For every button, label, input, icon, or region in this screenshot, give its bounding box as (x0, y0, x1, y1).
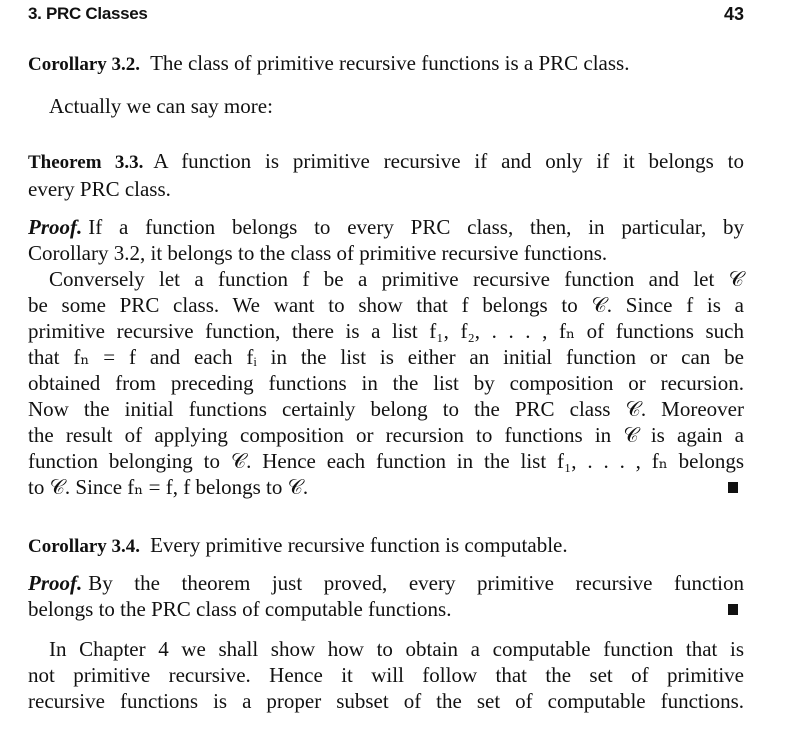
remark-text: Actually we can say more: (49, 94, 273, 118)
corollary-3-4-label: Corollary 3.4. (28, 536, 141, 557)
page-number: 43 (723, 4, 744, 24)
proof-3-3-p2-line-8: function belonging to 𝒞. Hence each function in the list f₁, . . . , fₙ belongs (28, 449, 744, 473)
proof-3-3-p2-line-4: that fₙ = f and each fᵢ in the list is either an initial function or can be (28, 345, 744, 369)
closing-line-2: not primitive recursive. Hence it will follow that the set of primitive (28, 663, 744, 687)
proof-3-3 (28, 214, 744, 500)
closing-line-1: In Chapter 4 we shall show how to obtain a computable function that is (49, 637, 744, 661)
proof-3-3-p2-line-5: obtained from preceding functions in the list by composition or recursion. (28, 371, 744, 395)
closing-paragraph (28, 636, 744, 714)
end-of-proof-icon-2 (728, 604, 738, 615)
corollary-3-2-label: Corollary 3.2. (28, 54, 141, 75)
proof-3-4-text-1: By the theorem just proved, every primitive recursive function (88, 571, 744, 595)
proof-3-3-p1-text-1: If a function belongs to every PRC class, then, in particular, by (88, 215, 744, 239)
proof-3-4-text-2: belongs to the PRC class of computable functions. (28, 597, 452, 621)
proof-3-3-p2-line-7: the result of applying composition or recursion to functions in 𝒞 is again a (28, 423, 744, 447)
proof-3-3-line-2: Corollary 3.2, it belongs to the class of primitive recursive functions. (28, 241, 608, 265)
theorem-3-3-line-2: every PRC class. (28, 177, 171, 201)
proof-3-4-last-row (28, 596, 744, 622)
proof-3-3-p2-line-3: primitive recursive function, there is a list f₁, f₂, . . . , fₙ of functions such (28, 319, 744, 343)
closing-line-3: recursive functions is a proper subset of the set of computable functions. (28, 689, 744, 713)
page-header (28, 2, 744, 28)
proof-3-3-last-row (28, 474, 744, 500)
theorem-3-3-line-1 (28, 148, 744, 176)
proof-3-4 (28, 570, 744, 622)
theorem-3-3-text-1: A function is primitive recursive if and only if it belongs to (153, 149, 744, 173)
corollary-3-4-text: Every primitive recursive function is computable. (150, 533, 568, 557)
theorem-3-3 (28, 148, 744, 202)
end-of-proof-icon (728, 482, 738, 493)
theorem-3-3-label: Theorem 3.3. (28, 152, 144, 173)
corollary-3-2-text: The class of primitive recursive functions is a PRC class. (150, 51, 630, 75)
corollary-3-2 (28, 50, 744, 78)
proof-3-3-p2-last-line: to 𝒞. Since fₙ = f, f belongs to 𝒞. (28, 475, 309, 499)
running-head-chapter-title: 3. PRC Classes (28, 4, 148, 23)
proof-3-3-p2-line-6: Now the initial functions certainly belong to the PRC class 𝒞. Moreover (28, 397, 744, 421)
proof-3-3-label: Proof. (28, 215, 83, 239)
corollary-3-4 (28, 532, 744, 560)
proof-3-3-p2-line-2: be some PRC class. We want to show that f belongs to 𝒞. Since f is a (28, 293, 744, 317)
proof-3-4-label: Proof. (28, 571, 83, 595)
proof-3-3-p2-line-1: Conversely let a function f be a primitive recursive function and let 𝒞 (49, 267, 744, 291)
proof-3-3-line-1 (28, 214, 744, 240)
proof-3-4-line-1 (28, 570, 744, 596)
